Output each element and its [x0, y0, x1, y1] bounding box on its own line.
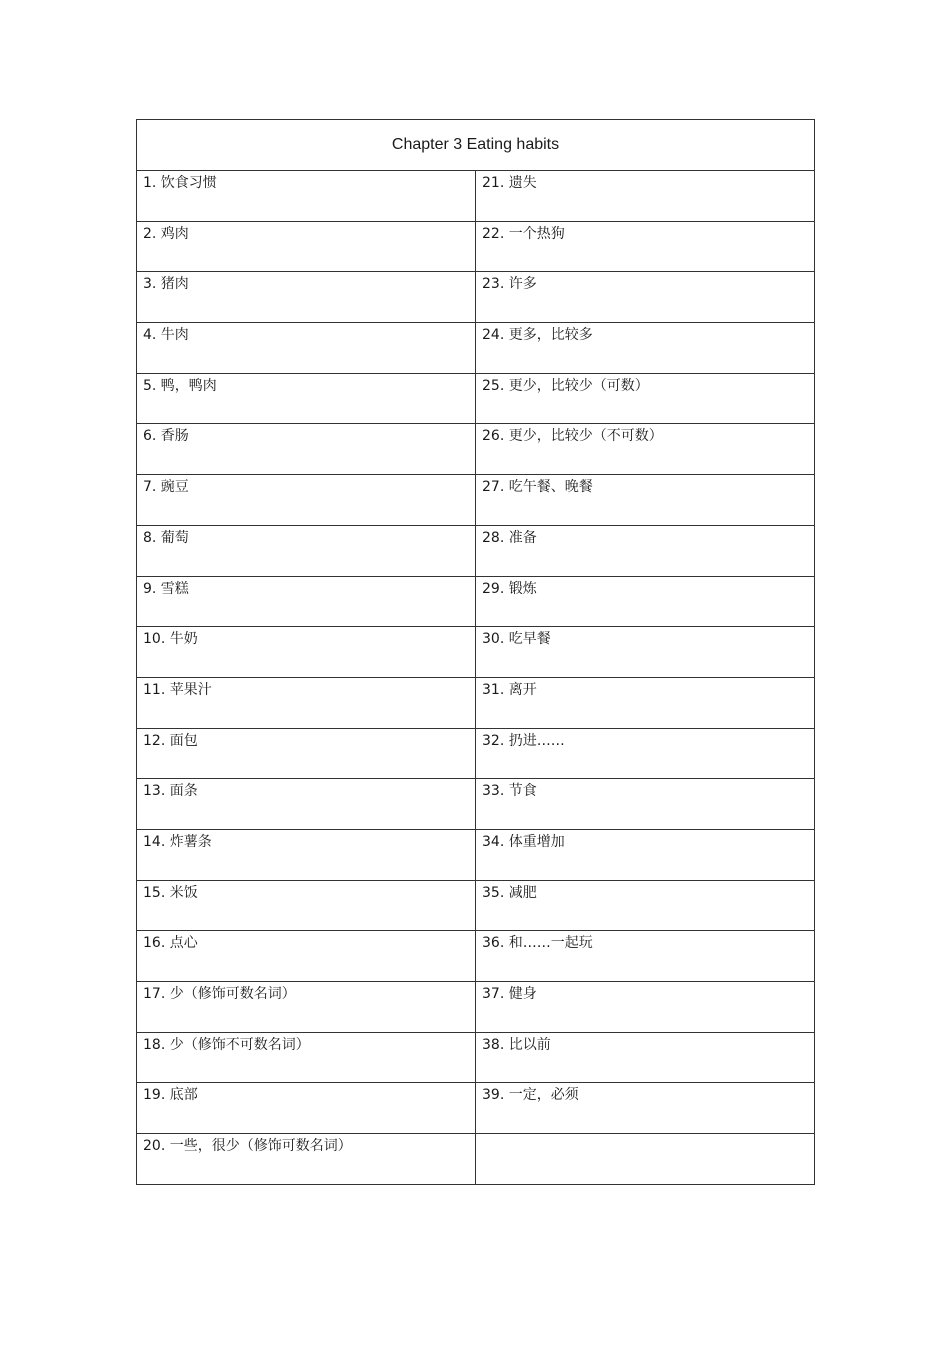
vocab-cell-right	[476, 677, 815, 728]
vocab-cell-left	[137, 576, 476, 627]
vocab-entry	[476, 1134, 814, 1136]
table-row	[137, 272, 815, 323]
vocab-cell-right	[476, 1032, 815, 1083]
vocab-cell-left	[137, 931, 476, 982]
vocab-entry: 3. 猪肉	[143, 276, 189, 293]
vocab-entry: 20. 一些，很少（修饰可数名词）	[143, 1138, 352, 1155]
table-row	[137, 728, 815, 779]
vocab-cell-right	[476, 1134, 815, 1185]
vocab-cell-left	[137, 272, 476, 323]
vocab-cell-left	[137, 221, 476, 272]
table-row	[137, 171, 815, 222]
vocab-cell-left	[137, 829, 476, 880]
vocab-entry: 4. 牛肉	[143, 327, 189, 344]
table-row	[137, 677, 815, 728]
vocab-entry: 33. 节食	[482, 783, 537, 800]
vocab-entry: 19. 底部	[143, 1087, 198, 1104]
vocab-entry: 38. 比以前	[482, 1036, 551, 1053]
vocab-cell-right	[476, 576, 815, 627]
vocab-cell-right	[476, 475, 815, 526]
vocab-cell-right	[476, 779, 815, 830]
vocab-entry: 31. 离开	[482, 681, 537, 698]
table-row	[137, 829, 815, 880]
table-row	[137, 373, 815, 424]
vocab-cell-left	[137, 1083, 476, 1134]
vocab-cell-left	[137, 677, 476, 728]
vocab-entry: 13. 面条	[143, 783, 198, 800]
vocab-cell-left	[137, 171, 476, 222]
vocab-cell-right	[476, 627, 815, 678]
vocab-entry: 37. 健身	[482, 986, 537, 1002]
table-row	[137, 576, 815, 627]
vocab-entry: 1. 饮食习惯	[143, 175, 217, 191]
table-row	[137, 1134, 815, 1185]
table-row	[137, 475, 815, 526]
vocab-cell-left	[137, 779, 476, 830]
vocab-entry: 36. 和……一起玩	[482, 935, 593, 952]
vocab-cell-right	[476, 373, 815, 424]
vocab-cell-right	[476, 272, 815, 323]
vocab-cell-left	[137, 982, 476, 1033]
vocab-entry: 9. 雪糕	[143, 580, 189, 597]
vocab-cell-right	[476, 424, 815, 475]
vocab-cell-left	[137, 424, 476, 475]
vocab-entry: 25. 更少，比较少（可数）	[482, 377, 649, 394]
vocab-entry: 11. 苹果汁	[143, 681, 212, 698]
vocab-entry: 23. 许多	[482, 276, 537, 293]
vocab-entry: 10. 牛奶	[143, 631, 198, 648]
table-row	[137, 779, 815, 830]
table-row	[137, 627, 815, 678]
table-row	[137, 323, 815, 374]
vocab-entry: 8. 葡萄	[143, 529, 189, 546]
vocab-entry: 17. 少（修饰可数名词）	[143, 986, 296, 1002]
vocab-cell-left	[137, 880, 476, 931]
vocab-entry: 32. 扔进……	[482, 732, 565, 749]
vocab-entry: 28. 准备	[482, 529, 537, 546]
table-row	[137, 982, 815, 1033]
table-row	[137, 1032, 815, 1083]
vocab-entry: 22. 一个热狗	[482, 225, 565, 242]
table-row	[137, 221, 815, 272]
vocab-entry: 5. 鸭，鸭肉	[143, 377, 217, 394]
vocab-entry: 35. 减肥	[482, 884, 537, 901]
table-row	[137, 424, 815, 475]
vocab-cell-right	[476, 880, 815, 931]
vocab-cell-right	[476, 1083, 815, 1134]
table-row	[137, 931, 815, 982]
vocabulary-table-body	[137, 120, 815, 1185]
table-row	[137, 525, 815, 576]
vocab-entry: 21. 遗失	[482, 175, 537, 191]
vocab-cell-left	[137, 728, 476, 779]
vocab-entry: 15. 米饭	[143, 884, 198, 901]
vocabulary-table	[136, 119, 815, 1185]
vocab-cell-left	[137, 373, 476, 424]
vocab-entry: 12. 面包	[143, 732, 198, 749]
vocab-entry: 6. 香肠	[143, 428, 189, 445]
vocab-cell-right	[476, 323, 815, 374]
vocab-cell-right	[476, 829, 815, 880]
title-row	[137, 120, 815, 171]
vocab-cell-right	[476, 525, 815, 576]
vocab-cell-left	[137, 1032, 476, 1083]
vocab-cell-right	[476, 931, 815, 982]
vocab-cell-right	[476, 728, 815, 779]
vocab-cell-left	[137, 323, 476, 374]
vocab-entry: 26. 更少，比较少（不可数）	[482, 428, 663, 445]
vocab-cell-right	[476, 221, 815, 272]
vocab-entry: 27. 吃午餐、晚餐	[482, 479, 593, 496]
vocab-entry: 7. 豌豆	[143, 479, 189, 496]
vocab-entry: 29. 锻炼	[482, 580, 537, 597]
vocab-entry: 18. 少（修饰不可数名词）	[143, 1036, 310, 1053]
vocab-cell-left	[137, 475, 476, 526]
vocab-entry: 24. 更多，比较多	[482, 327, 593, 344]
table-row	[137, 1083, 815, 1134]
vocab-entry: 14. 炸薯条	[143, 833, 212, 850]
vocab-cell-left	[137, 1134, 476, 1185]
chapter-title: Chapter 3 Eating habits	[137, 120, 815, 171]
vocab-entry: 34. 体重增加	[482, 833, 565, 850]
vocab-entry: 16. 点心	[143, 935, 198, 952]
table-row	[137, 880, 815, 931]
vocab-entry: 39. 一定，必须	[482, 1087, 579, 1104]
vocab-entry: 2. 鸡肉	[143, 225, 189, 242]
vocab-cell-right	[476, 171, 815, 222]
vocab-cell-left	[137, 627, 476, 678]
vocab-entry: 30. 吃早餐	[482, 631, 551, 648]
vocab-cell-right	[476, 982, 815, 1033]
vocab-cell-left	[137, 525, 476, 576]
